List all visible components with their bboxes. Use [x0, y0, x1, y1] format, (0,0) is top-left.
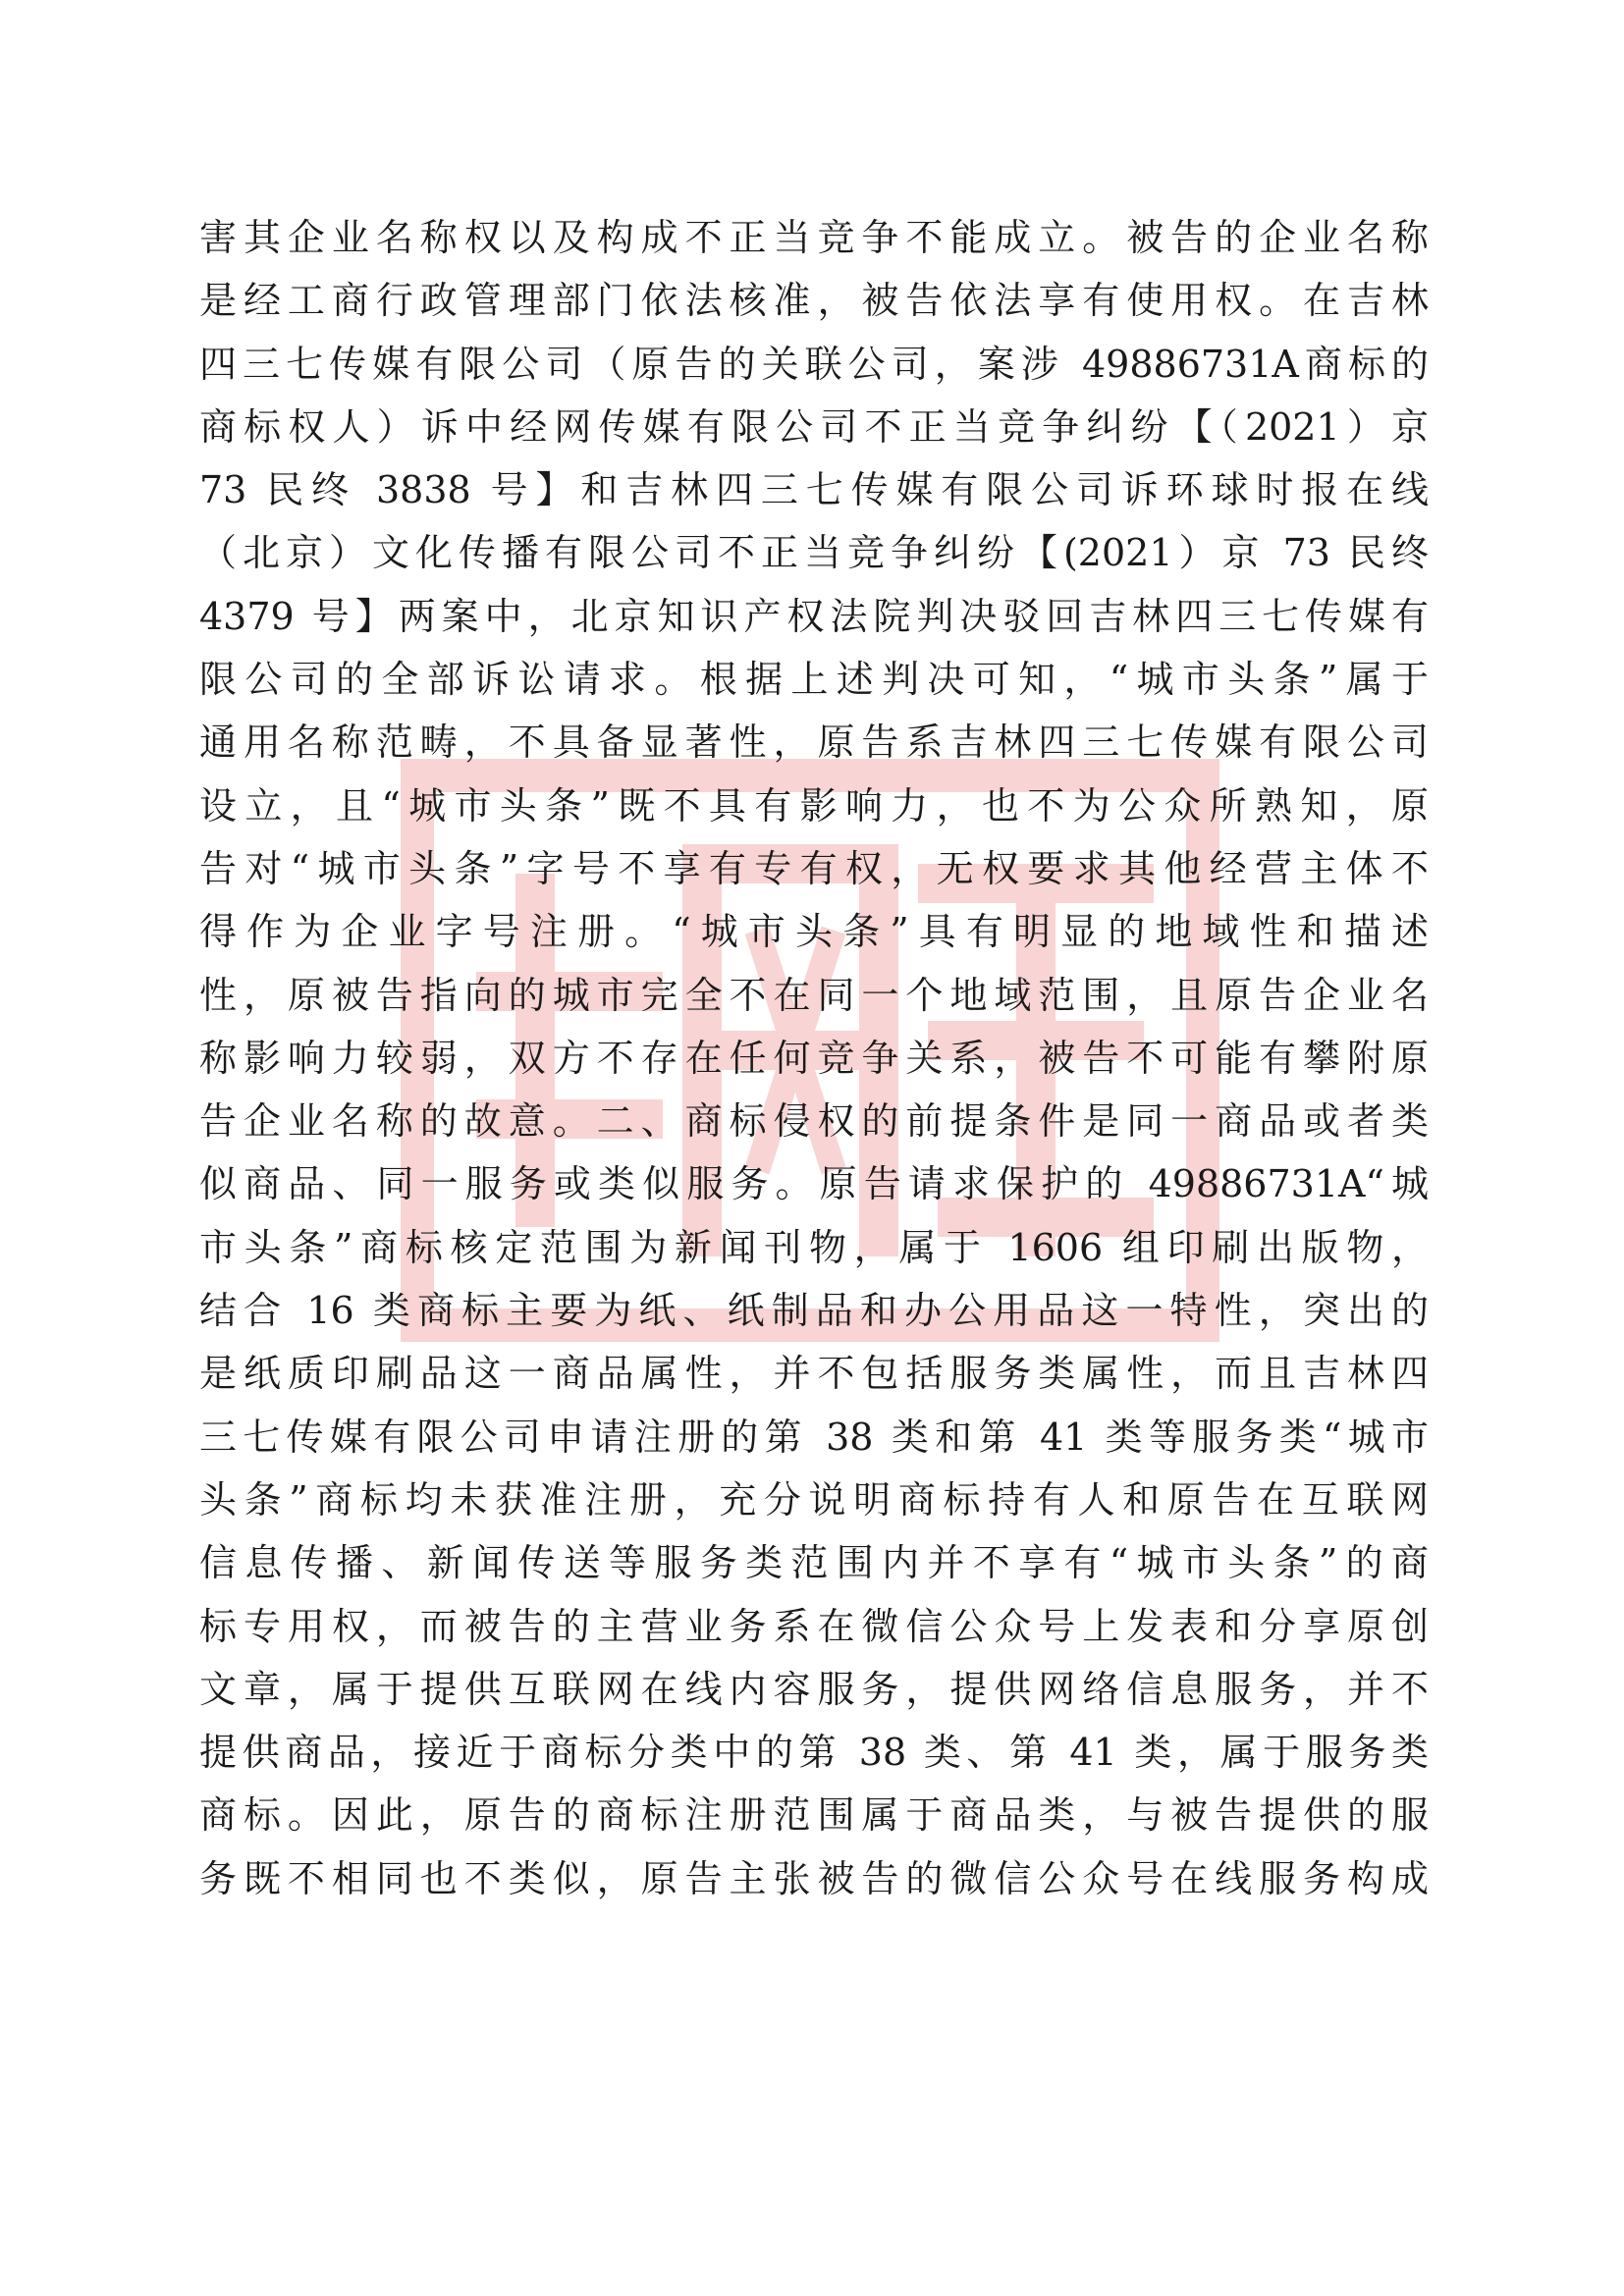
text-line: 73 民终 3838 号】和吉林四三七传媒有限公司诉环球时报在线 [199, 468, 1429, 512]
text-line: 头条”商标均未获准注册，充分说明商标持有人和原告在互联网 [199, 1477, 1429, 1522]
text-line: 商标权人）诉中经网传媒有限公司不正当竞争纠纷【（2021）京 [199, 404, 1429, 449]
body-paragraph [199, 206, 1429, 1910]
text-line: 提供商品，接近于商标分类中的第 38 类、第 41 类，属于服务类 [199, 1731, 1429, 1775]
text-line: 三七传媒有限公司申请注册的第 38 类和第 41 类等服务类“城市 [199, 1415, 1429, 1459]
text-line: 称影响力较弱，双方不存在任何竞争关系，被告不可能有攀附原 [199, 1036, 1429, 1080]
text-line: 通用名称范畴，不具备显著性，原告系吉林四三七传媒有限公司 [199, 721, 1429, 765]
text-line: 设立，且“城市头条”既不具有影响力，也不为公众所熟知，原 [199, 783, 1429, 828]
text-line: （北京）文化传播有限公司不正当竞争纠纷【(2021）京 73 民终 [199, 531, 1429, 575]
text-line: 似商品、同一服务或类似服务。原告请求保护的 49886731A“城 [199, 1162, 1429, 1206]
text-line: 告企业名称的故意。二、商标侵权的前提条件是同一商品或者类 [199, 1099, 1429, 1144]
text-line: 市头条”商标核定范围为新闻刊物，属于 1606 组印刷出版物， [199, 1225, 1429, 1269]
text-line: 性，原被告指向的城市完全不在同一个地域范围，且原告企业名 [199, 973, 1429, 1017]
text-line: 四三七传媒有限公司（原告的关联公司，案涉 49886731A商标的 [199, 342, 1429, 386]
text-line: 4379 号】两案中，北京知识产权法院判决驳回吉林四三七传媒有 [199, 594, 1429, 638]
text-line: 文章，属于提供互联网在线内容服务，提供网络信息服务，并不 [199, 1667, 1429, 1711]
text-line: 告对“城市头条”字号不享有专有权，无权要求其他经营主体不 [199, 846, 1429, 890]
text-line: 限公司的全部诉讼请求。根据上述判决可知，“城市头条”属于 [199, 658, 1429, 702]
text-line: 务既不相同也不类似，原告主张被告的微信公众号在线服务构成 [199, 1856, 1429, 1900]
text-line: 结合 16 类商标主要为纸、纸制品和办公用品这一特性，突出的 [199, 1289, 1429, 1333]
text-line: 商标。因此，原告的商标注册范围属于商品类，与被告提供的服 [199, 1793, 1429, 1838]
text-line: 是纸质印刷品这一商品属性，并不包括服务类属性，而且吉林四 [199, 1352, 1429, 1396]
text-line: 标专用权，而被告的主营业务系在微信公众号上发表和分享原创 [199, 1604, 1429, 1648]
text-line: 是经工商行政管理部门依法核准，被告依法享有使用权。在吉林 [199, 279, 1429, 323]
text-line: 害其企业名称权以及构成不正当竞争不能成立。被告的企业名称 [199, 216, 1429, 259]
text-line: 信息传播、新闻传送等服务类范围内并不享有“城市头条”的商 [199, 1541, 1429, 1585]
text-line: 得作为企业字号注册。“城市头条”具有明显的地域性和描述 [199, 910, 1429, 954]
